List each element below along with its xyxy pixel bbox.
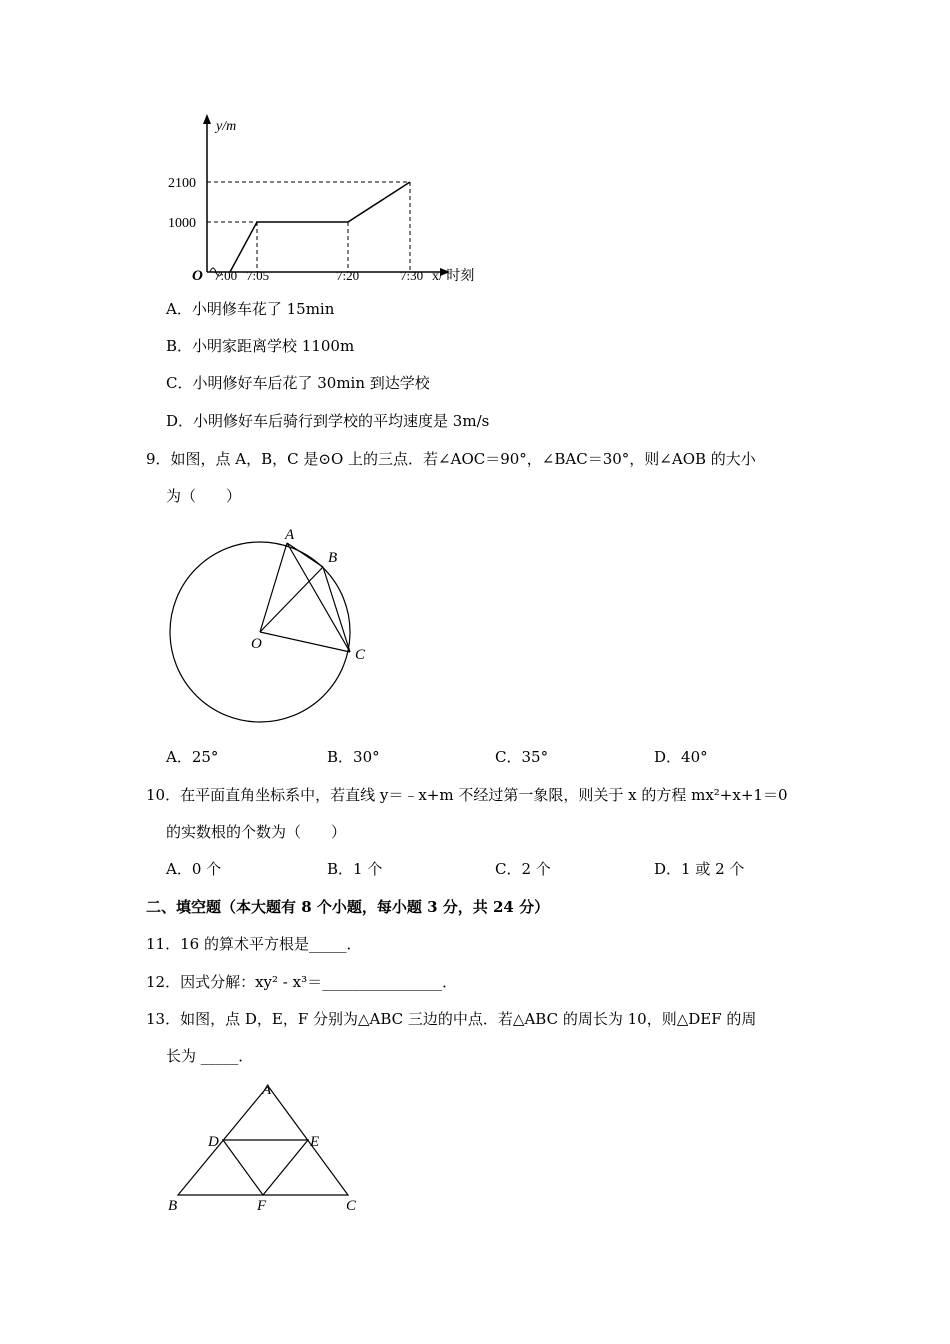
q8-option-a: A．小明修车花了 15min [166, 300, 335, 318]
point-a-label: A [285, 527, 295, 543]
y-tick-2100: 2100 [168, 176, 196, 191]
point-o-label: O [251, 636, 262, 652]
point-e-label: E [310, 1134, 320, 1150]
x-tick-705: 7:05 [246, 268, 270, 283]
q9-option-a: A．25° [166, 748, 219, 766]
point-a-label: A [262, 1082, 272, 1098]
q13-text-line2: 长为 _____． [166, 1047, 254, 1065]
q9-option-b: B．30° [327, 748, 380, 766]
origin-label: O [192, 268, 203, 284]
point-b-label: B [328, 550, 338, 566]
q8-option-b: B．小明家距离学校 1100m [166, 337, 355, 355]
q10-option-d: D．1 或 2 个 [654, 860, 745, 878]
x-tick-730: 7:30 [400, 268, 424, 283]
y-tick-1000: 1000 [168, 216, 196, 231]
q9-text-line1: 9．如图，点 A，B，C 是⊙O 上的三点．若∠AOC＝90°，∠BAC＝30°，则∠AOB 的大小 [146, 450, 756, 468]
point-d-label: D [208, 1134, 219, 1150]
x-tick-700: 7:00 [214, 268, 238, 283]
q9-option-c: C．35° [495, 748, 549, 766]
q10-option-c: C．2 个 [495, 860, 551, 878]
q10-text-line2: 的实数根的个数为（ ） [166, 823, 347, 841]
q12-text: 12．因式分解：xy² - x³＝________________． [146, 973, 458, 991]
triangle-def [223, 1140, 308, 1195]
q9-option-d: D．40° [654, 748, 708, 766]
triangle-figure [160, 1078, 380, 1218]
q13-text-line1: 13．如图，点 D，E，F 分别为△ABC 三边的中点．若△ABC 的周长为 10，则△DEF 的周 [146, 1010, 757, 1028]
circle-figure [160, 522, 380, 732]
x-tick-720: 7:20 [336, 268, 360, 283]
q10-option-b: B．1 个 [327, 860, 383, 878]
point-c-label: C [346, 1198, 357, 1214]
q10-text-line1: 10．在平面直角坐标系中，若直线 y＝﹣x+m 不经过第一象限，则关于 x 的方程 mx²+x+1＝0 [146, 786, 788, 804]
y-axis-label: y/m [216, 119, 237, 134]
q8-option-c: C．小明修好车后花了 30min 到达学校 [166, 374, 430, 392]
distance-time-graph [160, 110, 500, 290]
section-heading: 二、填空题（本大题有 8 个小题，每小题 3 分，共 24 分） [146, 898, 550, 916]
point-b-label: B [168, 1198, 178, 1214]
q8-option-d: D．小明修好车后骑行到学校的平均速度是 3m/s [166, 412, 490, 430]
point-f-label: F [257, 1198, 267, 1214]
y-axis-arrow [203, 114, 211, 124]
point-c-label: C [355, 647, 366, 663]
q9-text-line2: 为（ ） [166, 487, 242, 505]
q10-option-a: A．0 个 [166, 860, 222, 878]
q11-text: 11．16 的算术平方根是_____． [146, 935, 362, 953]
x-axis-label: x/ 时刻 [432, 269, 475, 284]
